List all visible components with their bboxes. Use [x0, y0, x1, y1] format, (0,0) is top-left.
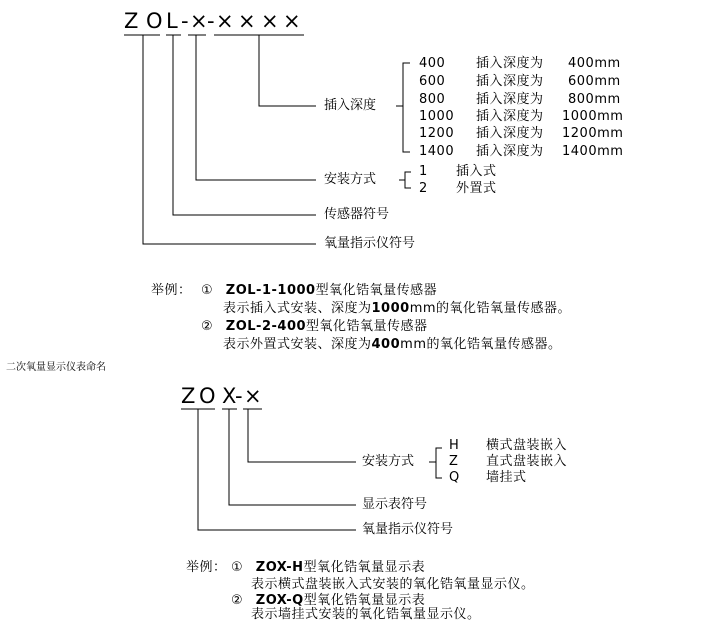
depth-option-text: 插入深度为: [476, 74, 544, 89]
display-code-var: ×: [244, 384, 263, 408]
sensor-code-x1: ×: [190, 9, 209, 33]
sensor-code-dash1: -: [181, 9, 190, 33]
depth-option-value: 600mm: [568, 74, 621, 89]
depth-option-code: 1200: [419, 126, 455, 141]
depth-option-value: 800mm: [568, 92, 621, 107]
example-num: ②: [231, 593, 244, 608]
example-prefix: 举例：: [151, 283, 192, 298]
depth-option-code: 600: [419, 74, 446, 89]
example-title: 型氧化锆氧量显示表: [303, 593, 426, 608]
example-num: ①: [201, 283, 214, 298]
display-label-install: 安装方式: [362, 454, 415, 469]
example-model: ZOL-2-400: [225, 319, 307, 334]
label-analyzer-code: 氧量指示仪符号: [324, 236, 416, 251]
depth-option-text: 插入深度为: [476, 92, 544, 107]
connector-analyzer-code: [143, 35, 316, 244]
connector-sensor-code: [173, 35, 316, 215]
display-install-code: Z: [449, 454, 459, 469]
example-title: 型氧化锆氧量显示表: [303, 560, 426, 575]
sensor-code-o: O: [146, 9, 164, 33]
label-install: 安装方式: [324, 172, 377, 187]
example-num: ②: [201, 319, 214, 334]
bracket-depth: [403, 63, 410, 152]
connector-display-install: [248, 409, 356, 462]
display-code-x: X: [222, 384, 238, 408]
example-item-2-title: [201, 320, 428, 333]
depth-option-value: 400mm: [568, 56, 621, 71]
example-title: 型氧化锆氧量传感器: [315, 283, 438, 298]
example-num: ①: [231, 560, 244, 575]
display-label-analyzer: 氧量指示仪符号: [362, 522, 454, 537]
example-item-1-desc: 表示插入式安装、深度为1000mm的氧化锆氧量传感器。: [223, 301, 572, 316]
depth-option-text: 插入深度为: [476, 144, 544, 159]
display-code-dash: -: [235, 384, 244, 408]
display-code-z: Z: [181, 384, 197, 408]
sensor-code-x4: ×: [261, 9, 280, 33]
bracket-display-install: [436, 448, 442, 478]
connector-install: [196, 35, 316, 180]
display-label-code: 显示表符号: [362, 497, 428, 512]
connector-display-analyzer: [198, 409, 356, 530]
display-example-item-1-desc: 表示横式盘装嵌入式安装的氧化锆氧量显示仪。: [251, 577, 535, 592]
display-install-code: Q: [449, 470, 460, 485]
example-item-2-desc: 表示外置式安装、深度为400mm的氧化锆氧量传感器。: [223, 337, 562, 352]
depth-option-code: 1400: [419, 144, 455, 159]
sensor-code-z: Z: [124, 9, 140, 33]
install-option-code: 2: [419, 181, 428, 196]
depth-option-text: 插入深度为: [476, 126, 544, 141]
sensor-code-dash2: -: [207, 9, 216, 33]
example-model: ZOX-H: [255, 560, 304, 575]
install-option-text: 插入式: [456, 164, 497, 179]
install-option-code: 1: [419, 164, 428, 179]
example-model: ZOX-Q: [255, 593, 304, 608]
display-code-o: O: [199, 384, 217, 408]
sensor-code-l: L: [166, 9, 179, 33]
depth-option-text: 插入深度为: [476, 56, 544, 71]
label-sensor-code: 传感器符号: [324, 207, 390, 222]
depth-option-code: 400: [419, 56, 446, 71]
display-install-text: 横式盘装嵌入: [486, 438, 568, 453]
depth-option-value: 1000mm: [562, 109, 624, 124]
sensor-code-x2: ×: [216, 9, 235, 33]
display-install-code: H: [449, 438, 460, 453]
example-item-1-title: [201, 284, 437, 297]
depth-option-text: 插入深度为: [476, 109, 544, 124]
depth-option-code: 800: [419, 92, 446, 107]
section-title: 二次氧量显示仪表命名: [6, 362, 106, 373]
depth-option-code: 1000: [419, 109, 455, 124]
depth-option-value: 1400mm: [562, 144, 624, 159]
display-example-prefix: 举例：: [186, 560, 227, 575]
display-example-item-2-title: [231, 594, 425, 607]
install-option-text: 外置式: [456, 181, 497, 196]
label-depth: 插入深度: [324, 98, 377, 113]
connector-depth: [259, 35, 316, 106]
display-install-text: 直式盘装嵌入: [486, 454, 568, 469]
display-example-item-1-title: [231, 561, 425, 574]
display-example-item-2-desc: 表示墙挂式安装的氧化锆氧量显示仪。: [251, 607, 481, 622]
bracket-install: [405, 172, 411, 188]
sensor-code-x3: ×: [238, 9, 257, 33]
depth-option-value: 1200mm: [562, 126, 624, 141]
sensor-code-x5: ×: [283, 9, 302, 33]
example-title: 型氧化锆氧量传感器: [306, 319, 428, 334]
example-model: ZOL-1-1000: [225, 283, 316, 298]
display-install-text: 墙挂式: [486, 470, 527, 485]
